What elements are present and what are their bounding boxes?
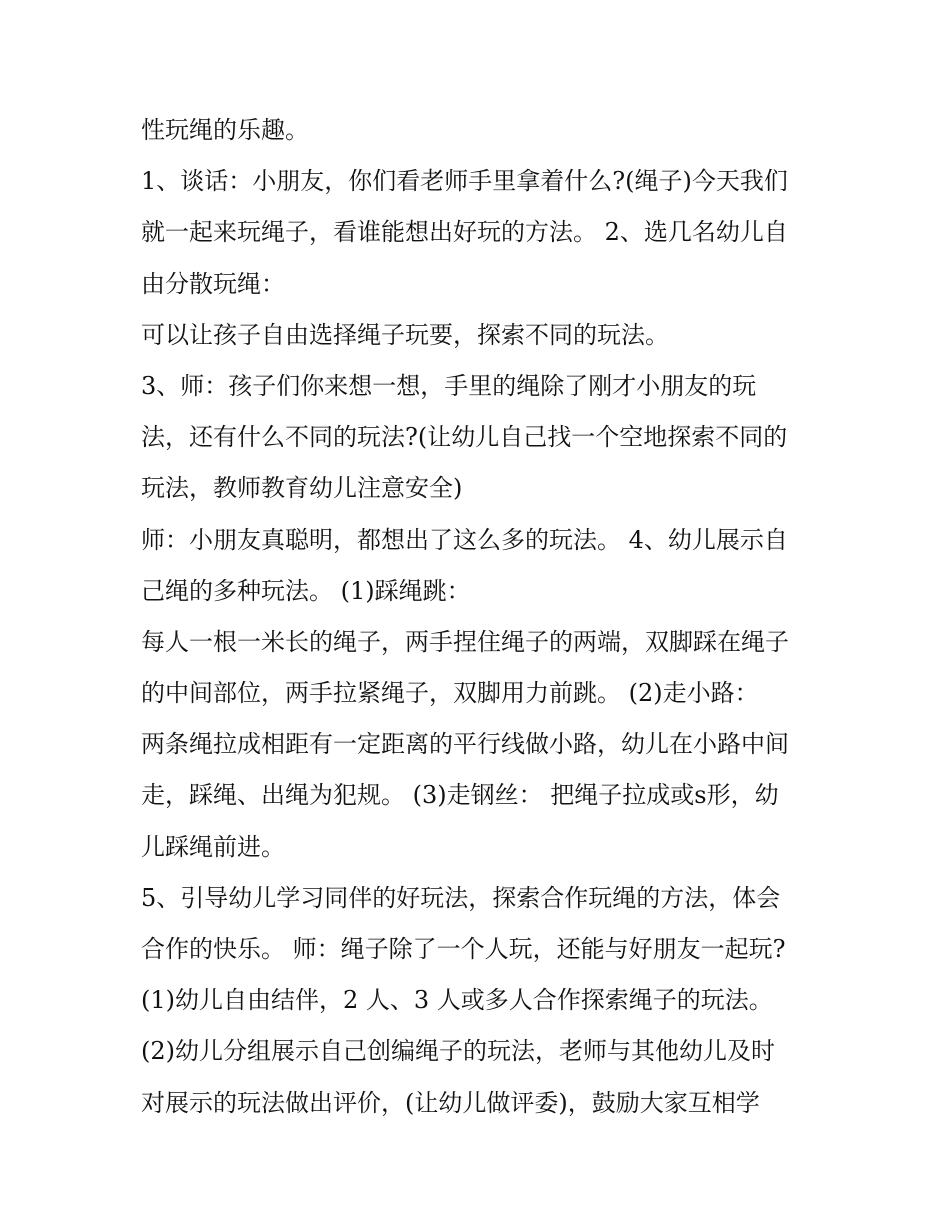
text-line: 儿踩绳前进。 [141, 832, 285, 861]
text-line: 5、引导幼儿学习同伴的好玩法，探索合作玩绳的方法，体会 [141, 883, 781, 912]
text-line: 每人一根一米长的绳子，两手捏住绳子的两端，双脚踩在绳子 [141, 627, 789, 656]
text-line: 就一起来玩绳子，看谁能想出好玩的方法。 2、选几名幼儿自 [141, 218, 788, 247]
text-line: 走，踩绳、出绳为犯规。 (3)走钢丝： 把绳子拉成或s形，幼 [141, 781, 779, 810]
text-line: 的中间部位，两手拉紧绳子，双脚用力前跳。 (2)走小路： [141, 679, 759, 708]
text-line: 由分散玩绳： [141, 269, 285, 298]
text-line: 3、师：孩子们你来想一想，手里的绳除了刚才小朋友的玩 [141, 371, 757, 400]
text-line: (1)幼儿自由结伴，2 人、3 人或多人合作探索绳子的玩法。 [141, 986, 773, 1015]
document-body [141, 105, 841, 1129]
text-line: 两条绳拉成相距有一定距离的平行线做小路，幼儿在小路中间 [141, 730, 789, 759]
text-line: (2)幼儿分组展示自己创编绳子的玩法，老师与其他幼儿及时 [141, 1037, 775, 1066]
text-line: 性玩绳的乐趣。 [141, 116, 309, 144]
text-line: 可以让孩子自由选择绳子玩要，探索不同的玩法。 [141, 320, 669, 349]
text-line: 师：小朋友真聪明，都想出了这么多的玩法。 4、幼儿展示自 [141, 525, 788, 554]
text-line: 1、谈话：小朋友，你们看老师手里拿着什么?(绳子)今天我们 [141, 167, 788, 196]
text-line: 合作的快乐。 师：绳子除了一个人玩，还能与好朋友一起玩? [141, 935, 786, 963]
text-line: 法，还有什么不同的玩法?(让幼儿自己找一个空地探索不同的 [141, 423, 788, 452]
text-line: 对展示的玩法做出评价，(让幼儿做评委)，鼓励大家互相学 [141, 1088, 760, 1117]
text-line: 玩法，教师教育幼儿注意安全) [141, 474, 463, 503]
text-line: 己绳的多种玩法。 (1)踩绳跳： [141, 576, 471, 605]
